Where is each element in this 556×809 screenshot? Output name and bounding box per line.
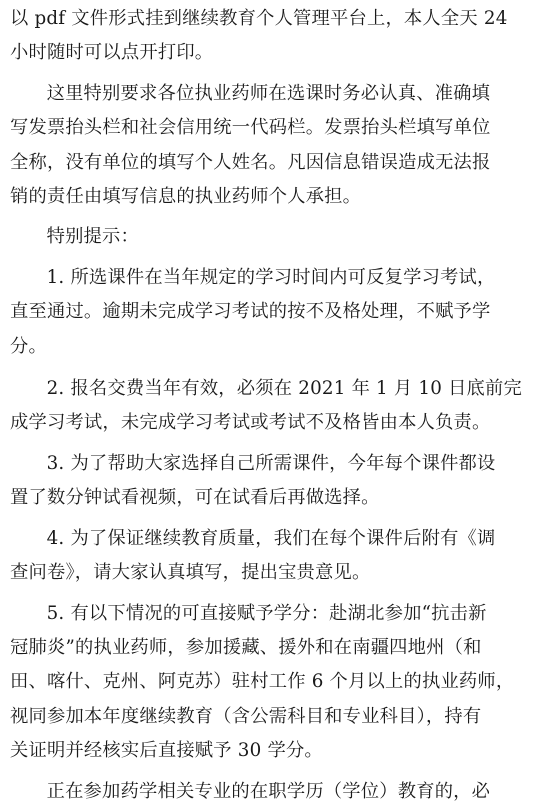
section-heading: 特别提示： xyxy=(46,226,139,248)
text-line: 4. 为了保证继续教育质量，我们在每个课件后附有《调 xyxy=(46,527,496,549)
text-line: 写发票抬头栏和社会信用统一代码栏。发票抬头栏填写单位 xyxy=(10,117,491,139)
paragraph-tip-4 xyxy=(10,522,542,591)
text-line: 分。 xyxy=(10,335,47,357)
text-line: 以 pdf 文件形式挂到继续教育个人管理平台上，本人全天 24 xyxy=(10,8,508,29)
text-line: 这里特别要求各位执业药师在选课时务必认真、准确填 xyxy=(46,82,491,104)
text-line: 1. 所选课件在当年规定的学习时间内可反复学习考试， xyxy=(46,266,496,288)
paragraph-pdf-print xyxy=(10,2,542,71)
text-line: 正在参加药学相关专业的在职学历（学位）教育的，必 xyxy=(46,780,491,802)
text-line: 3. 为了帮助大家选择自己所需课件，今年每个课件都设 xyxy=(46,452,496,474)
text-line: 冠肺炎”的执业药师，参加援藏、援外和在南疆四地州（和 xyxy=(10,636,482,658)
text-line: 成学习考试，未完成学习考试或考试不及格皆由本人负责。 xyxy=(10,412,491,434)
text-line: 查问卷》，请大家认真填写，提出宝贵意见。 xyxy=(10,562,371,584)
text-line: 关证明并经核实后直接赋予 30 学分。 xyxy=(10,740,323,762)
paragraph-invoice-notice xyxy=(10,77,542,215)
text-line: 2. 报名交费当年有效，必须在 2021 年 1 月 10 日底前完 xyxy=(46,378,522,400)
paragraph-tip-5 xyxy=(10,597,542,769)
paragraph-degree-education xyxy=(10,775,542,809)
text-line: 视同参加本年度继续教育（含公需科目和专业科目），持有 xyxy=(10,705,482,727)
text-line: 5. 有以下情况的可直接赋予学分：赴湖北参加“抗击新 xyxy=(46,602,487,624)
paragraph-special-tips-heading xyxy=(10,220,542,254)
text-line: 直至通过。逾期未完成学习考试的按不及格处理，不赋予学 xyxy=(10,301,491,323)
paragraph-tip-2 xyxy=(10,372,542,441)
text-line: 田、喀什、克州、阿克苏）驻村工作 6 个月以上的执业药师， xyxy=(10,671,515,693)
text-line: 销的责任由填写信息的执业药师个人承担。 xyxy=(10,186,362,208)
paragraph-tip-3 xyxy=(10,447,542,516)
text-line: 小时随时可以点开打印。 xyxy=(10,42,214,64)
text-line: 全称，没有单位的填写个人姓名。凡因信息错误造成无法报 xyxy=(10,151,491,173)
text-line: 置了数分钟试看视频，可在试看后再做选择。 xyxy=(10,487,380,509)
paragraph-tip-1 xyxy=(10,261,542,364)
